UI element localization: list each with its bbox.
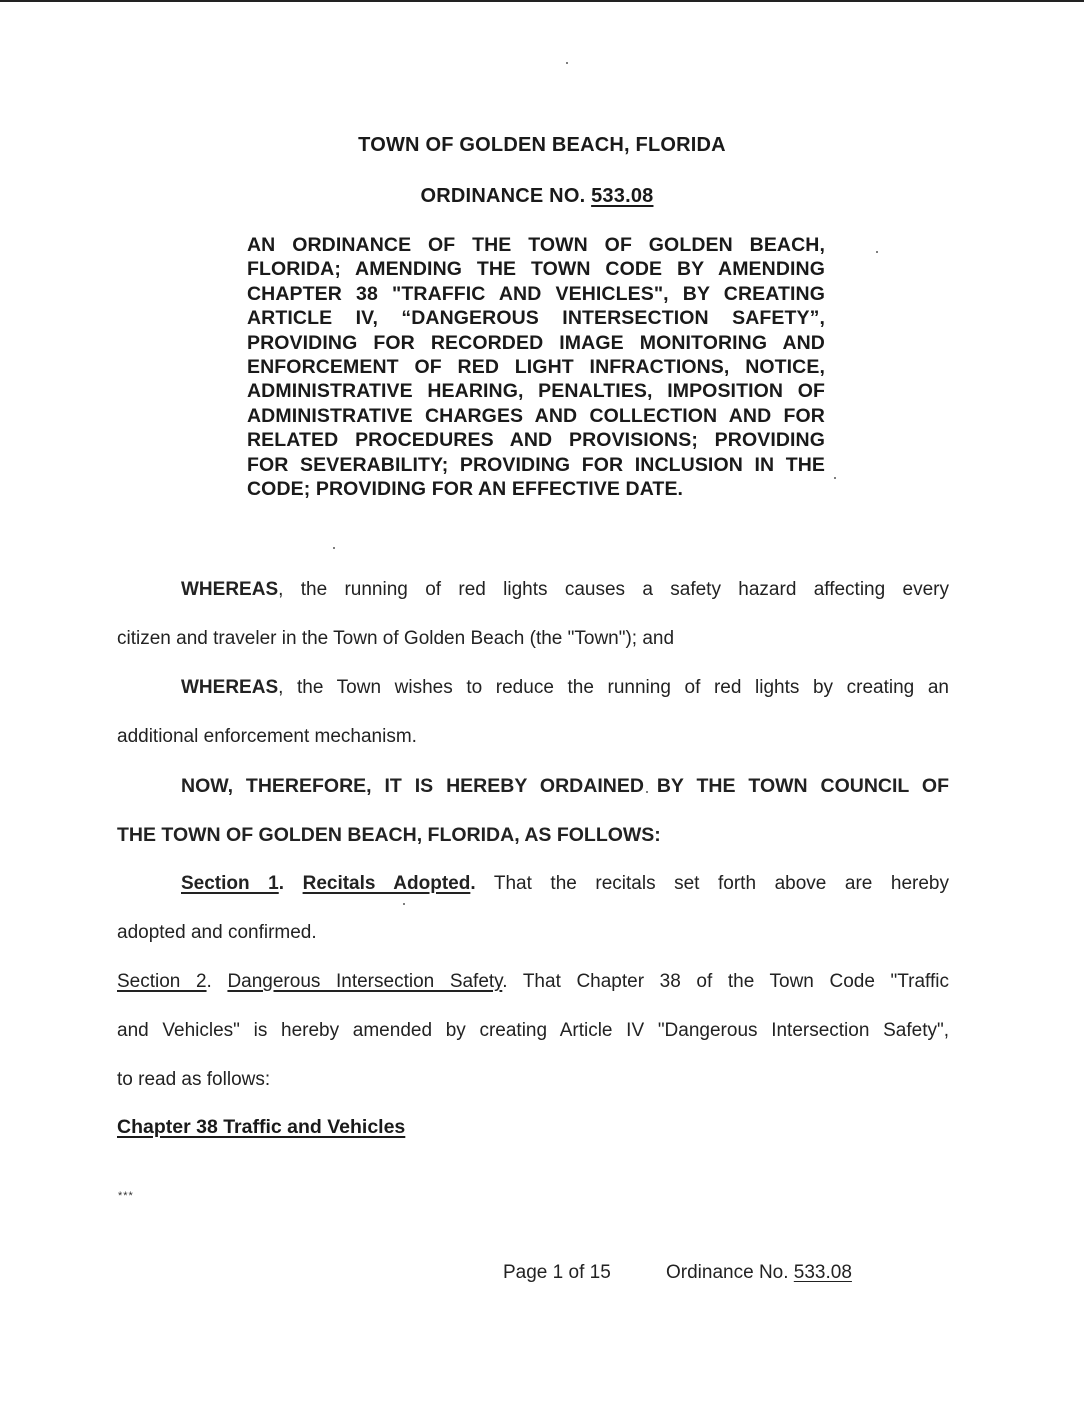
chapter-heading: Chapter 38 Traffic and Vehicles xyxy=(117,1116,406,1138)
section-2-line-2: and Vehicles" is hereby amended by creating Article IV "Dangerous Intersection Safety", xyxy=(117,1020,949,1041)
section-2-label: Section 2 xyxy=(117,971,207,992)
top-scan-border xyxy=(0,0,1084,2)
whereas-clause-1-line-2: citizen and traveler in the Town of Golden Beach (the "Town"); and xyxy=(117,628,675,649)
whereas-clause-2-line-2: additional enforcement mechanism. xyxy=(117,726,417,747)
section-1-line-1: Section 1. Recitals Adopted. That the recitals set forth above are hereby xyxy=(181,873,950,894)
section-2-title: Dangerous Intersection Safety xyxy=(227,971,503,992)
ordinance-caption: AN ORDINANCE OF THE TOWN OF GOLDEN BEACH, FLORIDA; AMENDING THE TOWN CODE BY AMENDING CHAPTER 38 "TRAFFIC AND VEHICLES", BY CREATING ARTICLE IV, “DANGEROUS INTERSECTION SAFETY”, PROVIDING FOR RECORDED IMAGE MONITORING AND ENFORCEMENT OF RED LIGHT INFRACTIONS, NOTICE, ADMINISTRATIVE HEARING, PENALTIES, IMPOSITION OF ADMINISTRATIVE CHARGES AND COLLECTION AND FOR RELATED PROCEDURES AND PROVISIONS; PROVIDING FOR SEVERABILITY; PROVIDING FOR INCLUSION IN THE CODE; PROVIDING FOR AN EFFECTIVE DATE. xyxy=(247,234,825,501)
section-2-line-3: to read as follows: xyxy=(117,1069,271,1090)
omission-asterisks: *** xyxy=(118,1190,134,1202)
scan-speck xyxy=(566,62,568,64)
ordaining-clause-line-2: THE TOWN OF GOLDEN BEACH, FLORIDA, AS FOLLOWS: xyxy=(117,824,661,846)
ordinance-number-heading: ORDINANCE NO. 533.08 xyxy=(420,185,654,207)
ordinance-number: 533.08 xyxy=(591,185,654,207)
whereas-clause-2-line-1: WHEREAS, the Town wishes to reduce the running of red lights by creating an xyxy=(181,677,949,698)
page-number: Page 1 of 15 xyxy=(503,1262,611,1283)
scan-speck xyxy=(333,547,335,549)
footer-ordinance-number: Ordinance No. 533.08 xyxy=(666,1262,852,1283)
section-1-label: Section 1 xyxy=(181,873,279,894)
town-heading: TOWN OF GOLDEN BEACH, FLORIDA xyxy=(358,134,726,156)
whereas-clause-1-line-1: WHEREAS, the running of red lights causes a safety hazard affecting every xyxy=(181,579,949,600)
scan-speck xyxy=(876,251,878,253)
scan-speck xyxy=(834,477,836,479)
ordaining-clause-line-1: NOW, THEREFORE, IT IS HEREBY ORDAINED BY THE TOWN COUNCIL OF xyxy=(181,775,949,797)
section-1-title: Recitals Adopted xyxy=(302,873,471,894)
section-2-line-1: Section 2. Dangerous Intersection Safety. That Chapter 38 of the Town Code "Traffic xyxy=(117,971,949,992)
scan-speck xyxy=(403,903,405,905)
section-1-line-2: adopted and confirmed. xyxy=(117,922,317,943)
